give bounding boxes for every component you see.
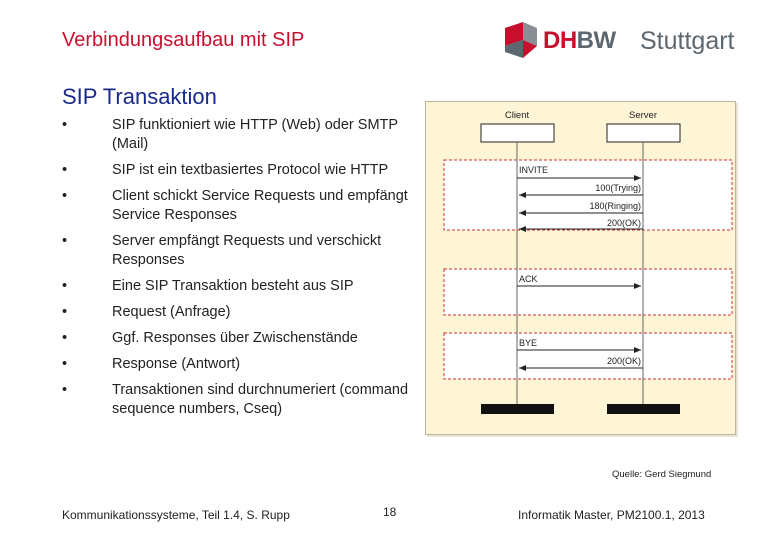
bullet-item <box>62 116 422 154</box>
dhbw-logo <box>503 18 743 62</box>
server-box <box>607 124 680 142</box>
bullet-dot-icon: • <box>62 304 68 320</box>
bullet-item <box>62 303 422 322</box>
dhbw-logo-mark-icon <box>503 18 539 62</box>
client-box <box>481 124 554 142</box>
bullet-item <box>62 232 422 270</box>
bullet-dot-icon: • <box>62 330 68 346</box>
footer-course: Kommunikationssysteme, Teil 1.4, S. Rupp <box>62 508 290 522</box>
bullet-dot-icon: • <box>62 278 68 294</box>
bullet-text: SIP ist ein textbasiertes Protocol wie HTTP <box>112 162 389 178</box>
bullet-dot-icon: • <box>62 233 68 249</box>
bullet-dot-icon: • <box>62 188 68 204</box>
message-bye-label: BYE <box>519 338 538 348</box>
transaction-bye <box>444 333 732 379</box>
message-ringing-label: 180(Ringing) <box>589 201 641 211</box>
message-ok-label: 200(OK) <box>606 218 641 228</box>
bullet-item <box>62 187 422 225</box>
transaction-ack <box>444 269 732 315</box>
bullet-text: Client schickt Service Requests und empfängt Service Responses <box>112 188 408 223</box>
bullet-text: Transaktionen sind durchnumeriert (command sequence numbers, Cseq) <box>112 382 409 417</box>
server-end-bar <box>607 404 680 414</box>
bullet-text: Response (Antwort) <box>112 356 241 372</box>
bullet-item <box>62 161 422 180</box>
bullet-item <box>62 277 422 296</box>
client-column-label: Client <box>504 110 530 121</box>
bullet-dot-icon: • <box>62 117 68 133</box>
message-ack-label: ACK <box>519 274 538 284</box>
bullet-text: Server empfängt Requests und verschickt Responses <box>112 233 382 268</box>
bullet-item <box>62 329 422 348</box>
logo-city: Stuttgart <box>640 27 735 55</box>
bullet-item <box>62 381 422 419</box>
bullet-text: SIP funktioniert wie HTTP (Web) oder SMTP (Mail) <box>112 117 398 152</box>
client-end-bar <box>481 404 554 414</box>
message-bye-ok-label: 200(OK) <box>606 356 641 366</box>
sequence-diagram-svg <box>426 102 735 434</box>
logo-brand-gray: BW <box>576 27 616 54</box>
logo-brand-red: DH <box>543 27 577 54</box>
bullet-text: Request (Anfrage) <box>112 304 231 320</box>
bullet-dot-icon: • <box>62 382 68 398</box>
logo-brand <box>543 27 616 55</box>
bullet-dot-icon: • <box>62 162 68 178</box>
slide-title: Verbindungsaufbau mit SIP <box>62 29 305 51</box>
server-column-label: Server <box>629 110 657 121</box>
image-source: Quelle: Gerd Siegmund <box>612 469 712 480</box>
section-subtitle: SIP Transaktion <box>62 84 217 109</box>
bullet-text: Eine SIP Transaktion besteht aus SIP <box>112 278 354 294</box>
sip-sequence-diagram <box>425 101 736 435</box>
bullet-list <box>62 116 422 426</box>
footer-program: Informatik Master, PM2100.1, 2013 <box>518 508 705 522</box>
message-invite-label: INVITE <box>519 165 549 175</box>
bullet-item <box>62 355 422 374</box>
message-trying-label: 100(Trying) <box>595 183 641 193</box>
page-number: 18 <box>383 505 397 519</box>
bullet-text: Ggf. Responses über Zwischenstände <box>112 330 358 346</box>
bullet-dot-icon: • <box>62 356 68 372</box>
